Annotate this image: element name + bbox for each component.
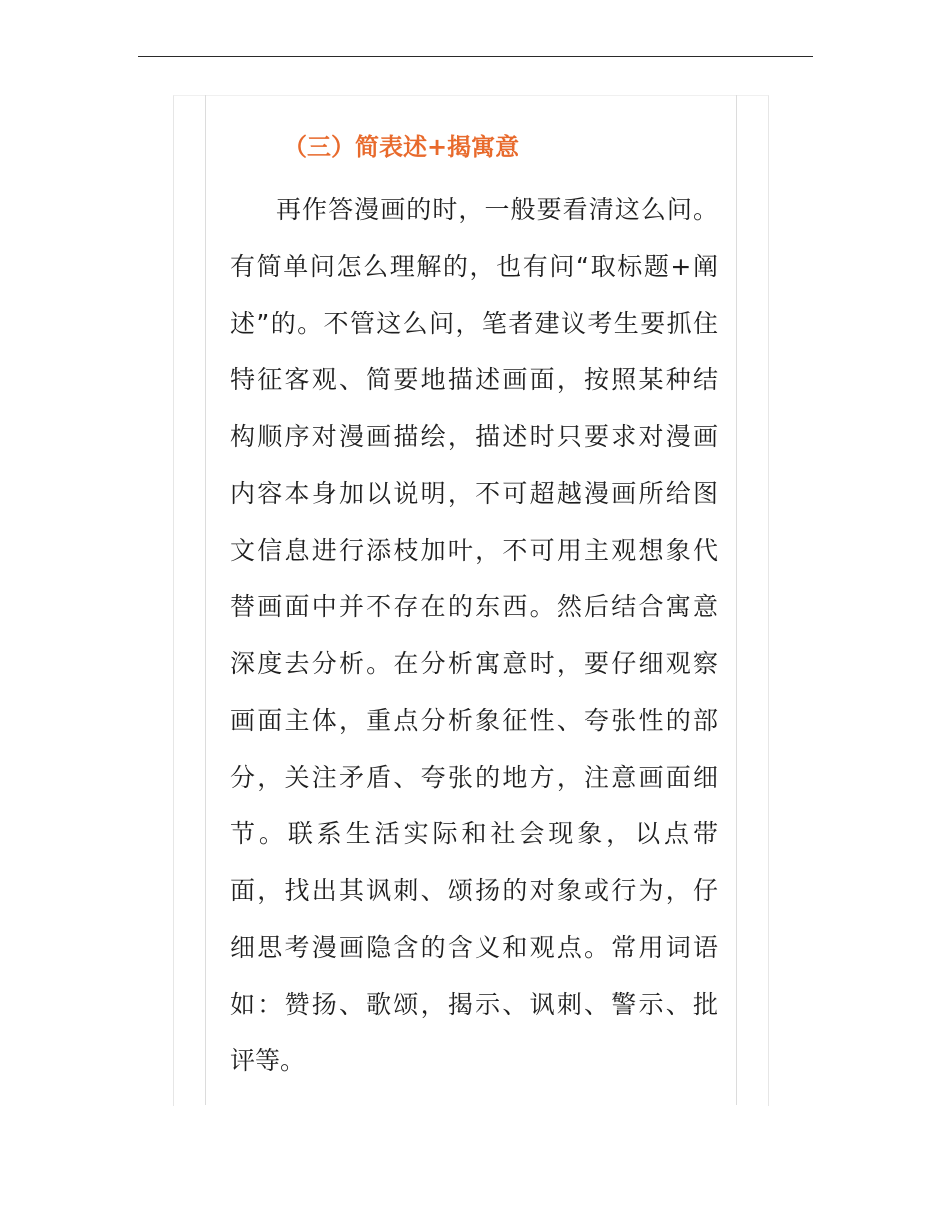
body-paragraph <box>230 182 718 1090</box>
paragraph-line: 节。联系生活实际和社会现象，以点带 <box>230 819 718 849</box>
paragraph-line: 述”的。不管这么问，笔者建议考生要抓住 <box>230 308 718 338</box>
section-heading: （三）简表述+揭寓意 <box>283 133 520 161</box>
paragraph-line: 深度去分析。在分析寓意时，要仔细观察 <box>230 649 718 678</box>
paragraph-line: 内容本身加以说明，不可超越漫画所给图 <box>230 478 718 508</box>
paragraph-line: 画面主体，重点分析象征性、夸张性的部 <box>230 705 718 735</box>
paragraph-line: 细思考漫画隐含的含义和观点。常用词语 <box>230 932 718 962</box>
paragraph-line: 构顺序对漫画描绘，描述时只要求对漫画 <box>230 422 718 451</box>
paragraph-line: 替画面中并不存在的东西。然后结合寓意 <box>230 592 718 622</box>
paragraph-line: 文信息进行添枝加叶，不可用主观想象代 <box>230 535 718 565</box>
paragraph-line: 再作答漫画的时，一般要看清这么问。 <box>276 195 718 224</box>
paragraph-line: 如：赞扬、歌颂，揭示、讽刺、警示、批 <box>230 989 718 1019</box>
paragraph-line: 面，找出其讽刺、颂扬的对象或行为，仔 <box>230 876 718 905</box>
page-header-rule <box>138 56 813 57</box>
paragraph-line: 分，关注矛盾、夸张的地方，注意画面细 <box>230 762 718 792</box>
paragraph-line: 评等。 <box>230 1046 306 1076</box>
paragraph-line: 有简单问怎么理解的，也有问“取标题+阐 <box>230 251 718 281</box>
paragraph-line: 特征客观、简要地描述画面，按照某种结 <box>230 365 718 395</box>
